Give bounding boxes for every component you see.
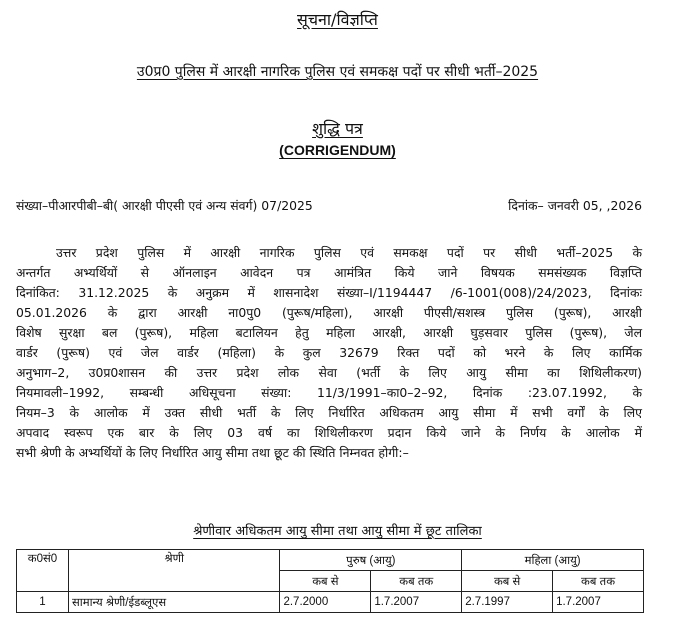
notice-date: दिनांक– जनवरी 05, ,2026: [508, 198, 642, 213]
header-sno: क0सं0: [17, 550, 69, 592]
header-male-age: पुरुष (आयु): [280, 550, 462, 571]
cell-female-to: 1.7.2007: [553, 592, 644, 613]
header-female-to: कब तक: [553, 571, 644, 592]
cell-sno: 1: [17, 592, 69, 613]
body-line: सभी श्रेणी के अभ्यर्थियों के लिए निर्धारित आयु सीमा तथा छूट की स्थिति निम्नवत होगी:–: [16, 445, 409, 460]
corrigendum-title-hindi: शुद्धि पत्र: [312, 119, 363, 138]
table-caption: श्रेणीवार अधिकतम आयु सीमा तथा आयु सीमा में छूट तालिका: [193, 524, 482, 539]
notice-subject: उ0प्र0 पुलिस में आरक्षी नागरिक पुलिस एवं समकक्ष पदों पर सीधी भर्ती–2025: [136, 64, 539, 80]
reference-number: संख्या–पीआरपीबी–बी( आरक्षी पीएसी एवं अन्य संवर्ग) 07/2025: [16, 198, 313, 213]
body-line: 05.01.2026 के द्वारा आरक्षी ना0पु0 (पुरूष/महिला), आरक्षी पीएसी/सशस्त्र पुलिस (पुरूष), आरक्षी: [16, 305, 642, 320]
body-line: दिनांकित: 31.12.2025 के अनुक्रम में शासनादेश संख्या–I/1194447 /6-1001(008)/24/2023, दिनांकः: [16, 285, 642, 300]
body-line: अनुभाग–2, उ0प्र0शासन की उत्तर प्रदेश लोक सेवा (भर्ती के लिए आयु सीमा का शिथिलीकरण): [16, 365, 642, 380]
age-limit-table: [16, 549, 644, 613]
body-line: वार्डर (पुरूष) एवं जेल वार्डर (महिला) के कुल 32679 रिक्त पदों को भरने के लिए कार्मिक: [16, 345, 642, 360]
corrigendum-title-english: (CORRIGENDUM): [279, 142, 396, 158]
reference-line: [16, 197, 642, 214]
body-paragraph: [16, 243, 642, 463]
header-female-age: महिला (आयु): [462, 550, 644, 571]
body-line: अन्तर्गत अभ्यर्थियों से ऑनलाइन आवेदन पत्र आमंत्रित किये जाने विषयक समसंख्यक विज्ञप्ति: [16, 265, 642, 280]
body-line: नियमावली–1992, सम्बन्धी अधिसूचना संख्या: 11/3/1991–का0–2–92, दिनांक :23.07.1992, के: [16, 385, 642, 400]
table-row: [17, 592, 644, 613]
cell-category: सामान्य श्रेणी/ईडब्लूएस: [68, 592, 280, 613]
cell-female-from: 2.7.1997: [462, 592, 553, 613]
body-line: अपवाद स्वरूप एक बार के लिए 03 वर्ष का शिथिलीकरण प्रदान किये जाने के निर्णय के आलोक में: [16, 425, 642, 440]
header-category: श्रेणी: [68, 550, 280, 592]
header-male-to: कब तक: [371, 571, 462, 592]
notice-heading: सूचना/विज्ञप्ति: [297, 10, 378, 29]
header-male-from: कब से: [280, 571, 371, 592]
body-line: विशेष सुरक्षा बल (पुरूष), महिला बटालियन हेतु महिला आरक्षी, आरक्षी घुड़सवार पुलिस (पुरूष), जेल: [16, 325, 642, 340]
body-line: नियम–3 के आलोक में उक्त सीधी भर्ती के लिए निर्धारित अधिकतम आयु सीमा में सभी वर्गों के लिए: [16, 405, 642, 420]
header-female-from: कब से: [462, 571, 553, 592]
body-line: उत्तर प्रदेश पुलिस में आरक्षी नागरिक पुलिस एवं समकक्ष पदों पर सीधी भर्ती–2025 के: [56, 245, 642, 260]
cell-male-from: 2.7.2000: [280, 592, 371, 613]
cell-male-to: 1.7.2007: [371, 592, 462, 613]
